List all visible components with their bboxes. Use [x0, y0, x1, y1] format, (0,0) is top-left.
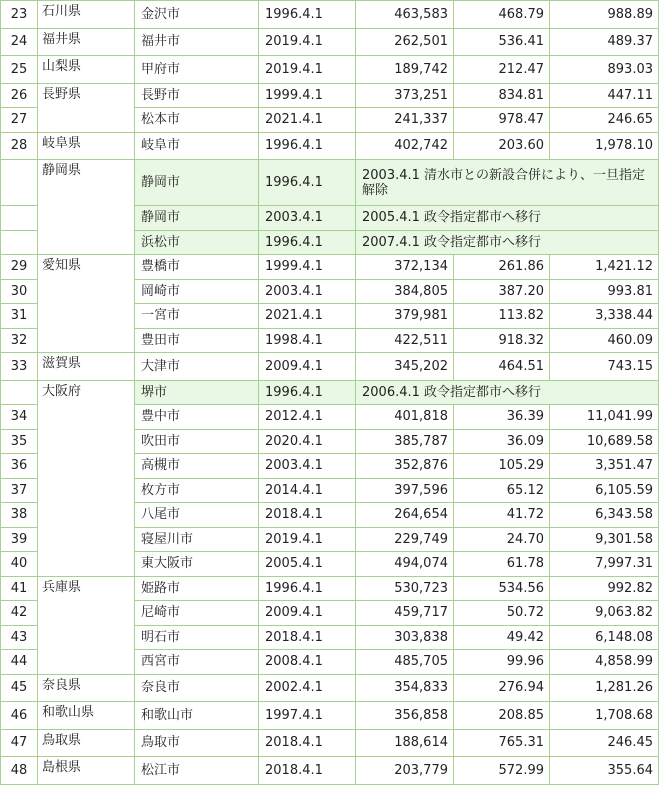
prefecture-cell: 石川県	[38, 1, 135, 29]
population-cell: 264,654	[356, 503, 454, 528]
density-cell: 4,858.99	[550, 650, 659, 675]
prefecture-cell: 愛知県	[38, 255, 135, 353]
population-cell: 422,511	[356, 328, 454, 353]
population-cell: 384,805	[356, 279, 454, 304]
designation-date-cell: 2021.4.1	[259, 304, 356, 329]
city-cell: 岡崎市	[135, 279, 259, 304]
designation-date-cell: 1996.4.1	[259, 380, 356, 405]
row-number-cell: 37	[1, 478, 38, 503]
designation-date-cell: 2019.4.1	[259, 56, 356, 84]
population-cell: 356,858	[356, 702, 454, 730]
density-cell: 1,708.68	[550, 702, 659, 730]
row-number-cell: 35	[1, 429, 38, 454]
row-number-cell	[1, 380, 38, 405]
population-cell: 373,251	[356, 83, 454, 108]
population-cell: 402,742	[356, 132, 454, 160]
area-cell: 261.86	[454, 255, 550, 280]
area-cell: 36.09	[454, 429, 550, 454]
city-cell: 松本市	[135, 108, 259, 133]
area-cell: 387.20	[454, 279, 550, 304]
city-cell: 鳥取市	[135, 729, 259, 757]
prefecture-cell: 静岡県	[38, 160, 135, 255]
note-cell: 2007.4.1 政令指定都市へ移行	[356, 230, 659, 255]
designation-date-cell: 2009.4.1	[259, 601, 356, 626]
prefecture-cell: 大阪府	[38, 380, 135, 576]
table-row	[1, 160, 659, 206]
density-cell: 3,351.47	[550, 454, 659, 479]
area-cell: 918.32	[454, 328, 550, 353]
prefecture-cell: 山梨県	[38, 56, 135, 84]
row-number-cell: 44	[1, 650, 38, 675]
prefecture-cell: 滋賀県	[38, 353, 135, 381]
designation-date-cell: 2018.4.1	[259, 757, 356, 785]
population-cell: 397,596	[356, 478, 454, 503]
table-row	[1, 576, 659, 601]
population-cell: 463,583	[356, 1, 454, 29]
density-cell: 9,063.82	[550, 601, 659, 626]
row-number-cell: 47	[1, 729, 38, 757]
city-cell: 八尾市	[135, 503, 259, 528]
prefecture-cell: 島根県	[38, 757, 135, 785]
table-row	[1, 255, 659, 280]
designation-date-cell: 2020.4.1	[259, 429, 356, 454]
population-cell: 385,787	[356, 429, 454, 454]
designation-date-cell: 2021.4.1	[259, 108, 356, 133]
density-cell: 447.11	[550, 83, 659, 108]
table-row	[1, 757, 659, 785]
area-cell: 65.12	[454, 478, 550, 503]
city-cell: 西宮市	[135, 650, 259, 675]
city-cell: 岐阜市	[135, 132, 259, 160]
city-cell: 奈良市	[135, 674, 259, 702]
designation-date-cell: 1997.4.1	[259, 702, 356, 730]
table-row	[1, 83, 659, 108]
designation-date-cell: 2003.4.1	[259, 206, 356, 231]
row-number-cell: 29	[1, 255, 38, 280]
table-row	[1, 1, 659, 29]
density-cell: 1,281.26	[550, 674, 659, 702]
designation-date-cell: 1996.4.1	[259, 576, 356, 601]
table-row	[1, 132, 659, 160]
table-row	[1, 380, 659, 405]
population-cell: 372,134	[356, 255, 454, 280]
row-number-cell: 45	[1, 674, 38, 702]
row-number-cell: 40	[1, 552, 38, 577]
population-cell: 485,705	[356, 650, 454, 675]
row-number-cell: 42	[1, 601, 38, 626]
row-number-cell: 27	[1, 108, 38, 133]
row-number-cell: 25	[1, 56, 38, 84]
designation-date-cell: 1999.4.1	[259, 83, 356, 108]
city-cell: 豊田市	[135, 328, 259, 353]
designation-date-cell: 2003.4.1	[259, 279, 356, 304]
designation-date-cell: 2003.4.1	[259, 454, 356, 479]
designation-date-cell: 2018.4.1	[259, 729, 356, 757]
designation-date-cell: 1996.4.1	[259, 160, 356, 206]
density-cell: 6,148.08	[550, 625, 659, 650]
population-cell: 303,838	[356, 625, 454, 650]
designation-date-cell: 2019.4.1	[259, 527, 356, 552]
city-cell: 姫路市	[135, 576, 259, 601]
density-cell: 1,421.12	[550, 255, 659, 280]
row-number-cell: 26	[1, 83, 38, 108]
density-cell: 6,343.58	[550, 503, 659, 528]
area-cell: 834.81	[454, 83, 550, 108]
area-cell: 765.31	[454, 729, 550, 757]
city-cell: 大津市	[135, 353, 259, 381]
prefecture-cell: 奈良県	[38, 674, 135, 702]
population-cell: 401,818	[356, 405, 454, 430]
designation-date-cell: 2009.4.1	[259, 353, 356, 381]
city-cell: 尼崎市	[135, 601, 259, 626]
designation-date-cell: 1996.4.1	[259, 230, 356, 255]
prefecture-cell: 岐阜県	[38, 132, 135, 160]
population-cell: 494,074	[356, 552, 454, 577]
city-cell: 吹田市	[135, 429, 259, 454]
city-cell: 松江市	[135, 757, 259, 785]
area-cell: 105.29	[454, 454, 550, 479]
population-cell: 229,749	[356, 527, 454, 552]
area-cell: 534.56	[454, 576, 550, 601]
density-cell: 893.03	[550, 56, 659, 84]
population-cell: 345,202	[356, 353, 454, 381]
density-cell: 1,978.10	[550, 132, 659, 160]
density-cell: 460.09	[550, 328, 659, 353]
population-cell: 189,742	[356, 56, 454, 84]
row-number-cell: 43	[1, 625, 38, 650]
prefecture-cell: 鳥取県	[38, 729, 135, 757]
density-cell: 9,301.58	[550, 527, 659, 552]
area-cell: 572.99	[454, 757, 550, 785]
row-number-cell: 39	[1, 527, 38, 552]
table-body	[1, 1, 659, 785]
area-cell: 468.79	[454, 1, 550, 29]
density-cell: 988.89	[550, 1, 659, 29]
density-cell: 993.81	[550, 279, 659, 304]
city-cell: 浜松市	[135, 230, 259, 255]
designation-date-cell: 1999.4.1	[259, 255, 356, 280]
table-row	[1, 56, 659, 84]
population-cell: 203,779	[356, 757, 454, 785]
city-cell: 豊橋市	[135, 255, 259, 280]
area-cell: 36.39	[454, 405, 550, 430]
city-cell: 一宮市	[135, 304, 259, 329]
note-cell: 2003.4.1 清水市との新設合併により、一旦指定解除	[356, 160, 659, 206]
row-number-cell: 41	[1, 576, 38, 601]
area-cell: 276.94	[454, 674, 550, 702]
population-cell: 354,833	[356, 674, 454, 702]
designation-date-cell: 2019.4.1	[259, 28, 356, 56]
area-cell: 464.51	[454, 353, 550, 381]
prefecture-cell: 和歌山県	[38, 702, 135, 730]
city-cell: 寝屋川市	[135, 527, 259, 552]
prefecture-cell: 長野県	[38, 83, 135, 132]
city-cell: 堺市	[135, 380, 259, 405]
row-number-cell: 31	[1, 304, 38, 329]
density-cell: 7,997.31	[550, 552, 659, 577]
city-cell: 長野市	[135, 83, 259, 108]
table-row	[1, 28, 659, 56]
population-cell: 459,717	[356, 601, 454, 626]
density-cell: 6,105.59	[550, 478, 659, 503]
designation-date-cell: 2002.4.1	[259, 674, 356, 702]
table-row	[1, 702, 659, 730]
row-number-cell: 34	[1, 405, 38, 430]
city-cell: 静岡市	[135, 206, 259, 231]
area-cell: 49.42	[454, 625, 550, 650]
population-cell: 188,614	[356, 729, 454, 757]
area-cell: 978.47	[454, 108, 550, 133]
row-number-cell: 24	[1, 28, 38, 56]
designation-date-cell: 2012.4.1	[259, 405, 356, 430]
population-cell: 241,337	[356, 108, 454, 133]
area-cell: 99.96	[454, 650, 550, 675]
density-cell: 11,041.99	[550, 405, 659, 430]
row-number-cell: 33	[1, 353, 38, 381]
table-row	[1, 674, 659, 702]
city-cell: 枚方市	[135, 478, 259, 503]
table-row	[1, 729, 659, 757]
density-cell: 992.82	[550, 576, 659, 601]
population-cell: 379,981	[356, 304, 454, 329]
note-cell: 2005.4.1 政令指定都市へ移行	[356, 206, 659, 231]
row-number-cell: 48	[1, 757, 38, 785]
city-cell: 金沢市	[135, 1, 259, 29]
designation-date-cell: 1998.4.1	[259, 328, 356, 353]
city-cell: 福井市	[135, 28, 259, 56]
row-number-cell	[1, 206, 38, 231]
area-cell: 536.41	[454, 28, 550, 56]
population-cell: 352,876	[356, 454, 454, 479]
row-number-cell	[1, 160, 38, 206]
city-cell: 豊中市	[135, 405, 259, 430]
area-cell: 41.72	[454, 503, 550, 528]
area-cell: 24.70	[454, 527, 550, 552]
density-cell: 246.65	[550, 108, 659, 133]
area-cell: 50.72	[454, 601, 550, 626]
row-number-cell: 36	[1, 454, 38, 479]
row-number-cell: 38	[1, 503, 38, 528]
prefecture-cell: 福井県	[38, 28, 135, 56]
area-cell: 212.47	[454, 56, 550, 84]
area-cell: 113.82	[454, 304, 550, 329]
density-cell: 246.45	[550, 729, 659, 757]
row-number-cell: 46	[1, 702, 38, 730]
city-cell: 明石市	[135, 625, 259, 650]
population-cell: 530,723	[356, 576, 454, 601]
prefecture-cell: 兵庫県	[38, 576, 135, 674]
designation-date-cell: 2018.4.1	[259, 503, 356, 528]
designation-date-cell: 1996.4.1	[259, 132, 356, 160]
density-cell: 10,689.58	[550, 429, 659, 454]
table-row	[1, 353, 659, 381]
city-cell: 甲府市	[135, 56, 259, 84]
designation-date-cell: 2018.4.1	[259, 625, 356, 650]
city-cell: 高槻市	[135, 454, 259, 479]
designation-date-cell: 2005.4.1	[259, 552, 356, 577]
city-cell: 和歌山市	[135, 702, 259, 730]
density-cell: 355.64	[550, 757, 659, 785]
row-number-cell	[1, 230, 38, 255]
density-cell: 743.15	[550, 353, 659, 381]
row-number-cell: 32	[1, 328, 38, 353]
note-cell: 2006.4.1 政令指定都市へ移行	[356, 380, 659, 405]
city-cell: 静岡市	[135, 160, 259, 206]
designation-date-cell: 1996.4.1	[259, 1, 356, 29]
area-cell: 203.60	[454, 132, 550, 160]
density-cell: 489.37	[550, 28, 659, 56]
row-number-cell: 23	[1, 1, 38, 29]
density-cell: 3,338.44	[550, 304, 659, 329]
designation-date-cell: 2014.4.1	[259, 478, 356, 503]
row-number-cell: 30	[1, 279, 38, 304]
area-cell: 61.78	[454, 552, 550, 577]
row-number-cell: 28	[1, 132, 38, 160]
population-cell: 262,501	[356, 28, 454, 56]
city-cell: 東大阪市	[135, 552, 259, 577]
area-cell: 208.85	[454, 702, 550, 730]
designation-date-cell: 2008.4.1	[259, 650, 356, 675]
